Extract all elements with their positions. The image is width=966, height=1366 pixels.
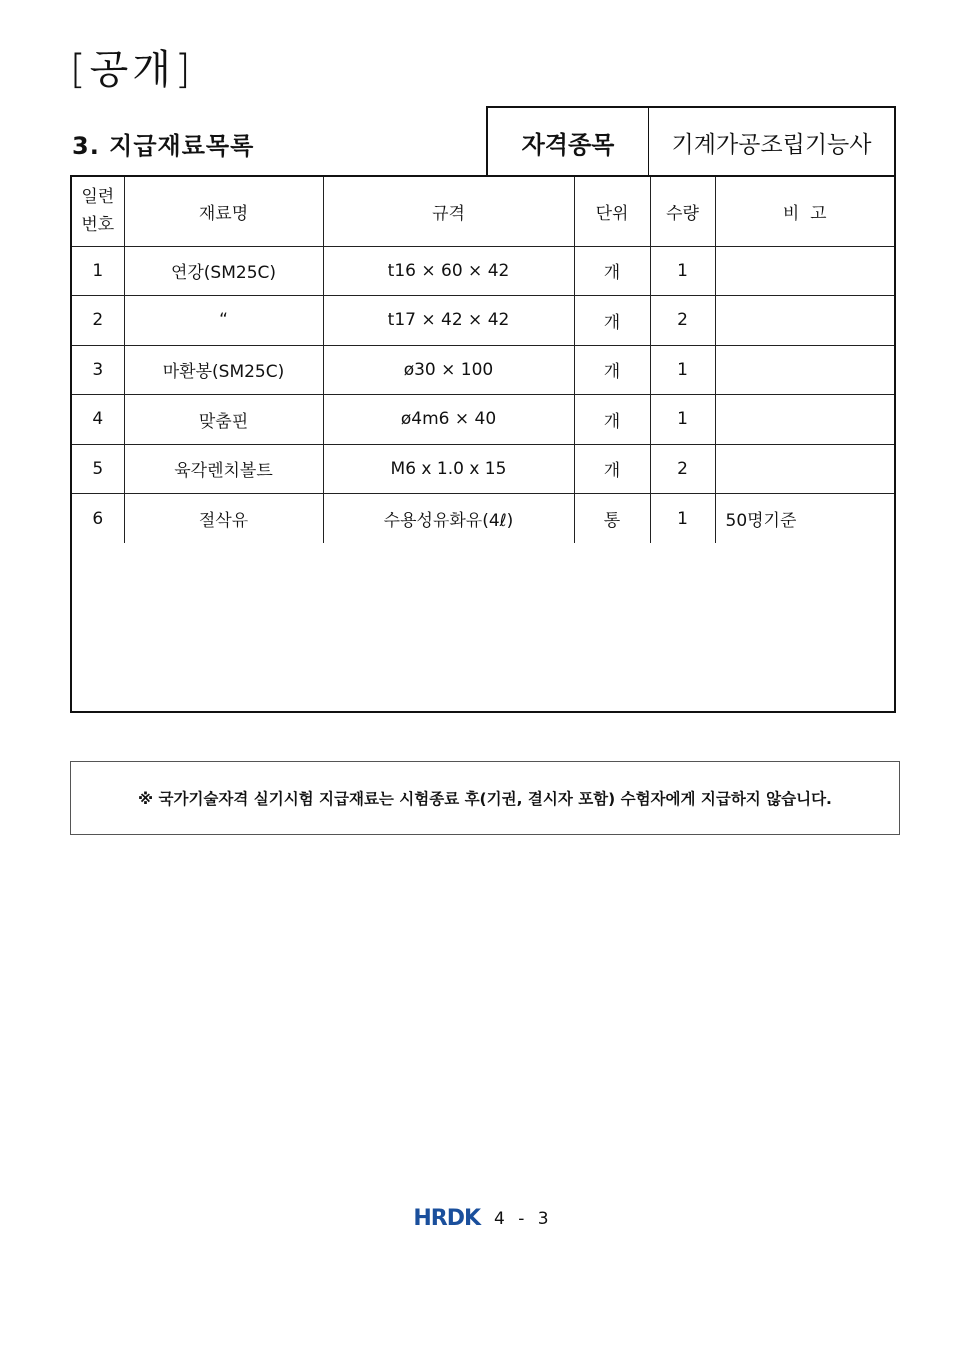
cell-no: 4 [72, 395, 124, 445]
cell-spec: M6 x 1.0 x 15 [323, 444, 574, 494]
table-row [72, 246, 894, 296]
header-no: 일련 번호 [72, 177, 124, 246]
section-title: 3. 지급재료목록 [72, 132, 255, 160]
qualification-label: 자격종목 [488, 108, 649, 176]
cell-spec: t17 × 42 × 42 [323, 296, 574, 346]
qualification-box [486, 106, 896, 176]
cell-name: 맞춤핀 [124, 395, 323, 445]
cell-qty: 1 [650, 494, 715, 544]
header-note: 비 고 [715, 177, 894, 246]
cell-unit: 개 [574, 246, 650, 296]
table-row [72, 395, 894, 445]
cell-note [715, 345, 894, 395]
header-qty: 수량 [650, 177, 715, 246]
cell-qty: 1 [650, 345, 715, 395]
materials-table [70, 175, 896, 713]
cell-spec: ø30 × 100 [323, 345, 574, 395]
cell-unit: 개 [574, 444, 650, 494]
cell-note [715, 395, 894, 445]
qualification-value: 기계가공조립기능사 [671, 131, 872, 158]
disclosure-tag: [공개] [70, 47, 195, 93]
table-row [72, 444, 894, 494]
header-unit: 단위 [574, 177, 650, 246]
cell-note [715, 296, 894, 346]
cell-unit: 통 [574, 494, 650, 544]
header-name: 재료명 [124, 177, 323, 246]
cell-no: 6 [72, 494, 124, 544]
table-row [72, 296, 894, 346]
table-row [72, 494, 894, 544]
cell-qty: 2 [650, 444, 715, 494]
cell-name: 절삭유 [124, 494, 323, 544]
table-row [72, 345, 894, 395]
table-header-row [72, 177, 894, 246]
notice-box: ※ 국가기술자격 실기시험 지급재료는 시험종료 후(기권, 결시자 포함) 수험자에게 지급하지 않습니다. [70, 761, 900, 835]
cell-name: 연강(SM25C) [124, 246, 323, 296]
cell-no: 1 [72, 246, 124, 296]
cell-note [715, 444, 894, 494]
cell-no: 3 [72, 345, 124, 395]
cell-unit: 개 [574, 395, 650, 445]
cell-spec: 수용성유화유(4ℓ) [323, 494, 574, 544]
cell-name: 마환봉(SM25C) [124, 345, 323, 395]
section-header [70, 106, 896, 176]
cell-spec: t16 × 60 × 42 [323, 246, 574, 296]
cell-spec: ø4m6 × 40 [323, 395, 574, 445]
cell-qty: 1 [650, 246, 715, 296]
header-spec: 규격 [323, 177, 574, 246]
cell-qty: 2 [650, 296, 715, 346]
page-number: 4 - 3 [494, 1208, 553, 1229]
cell-note [715, 246, 894, 296]
cell-no: 2 [72, 296, 124, 346]
cell-name: 육각렌치볼트 [124, 444, 323, 494]
cell-qty: 1 [650, 395, 715, 445]
page-footer [0, 1206, 966, 1231]
cell-note: 50명기준 [715, 494, 894, 544]
cell-unit: 개 [574, 296, 650, 346]
cell-unit: 개 [574, 345, 650, 395]
hrdk-logo: HRDK [413, 1206, 481, 1231]
cell-name: “ [124, 296, 323, 346]
cell-no: 5 [72, 444, 124, 494]
